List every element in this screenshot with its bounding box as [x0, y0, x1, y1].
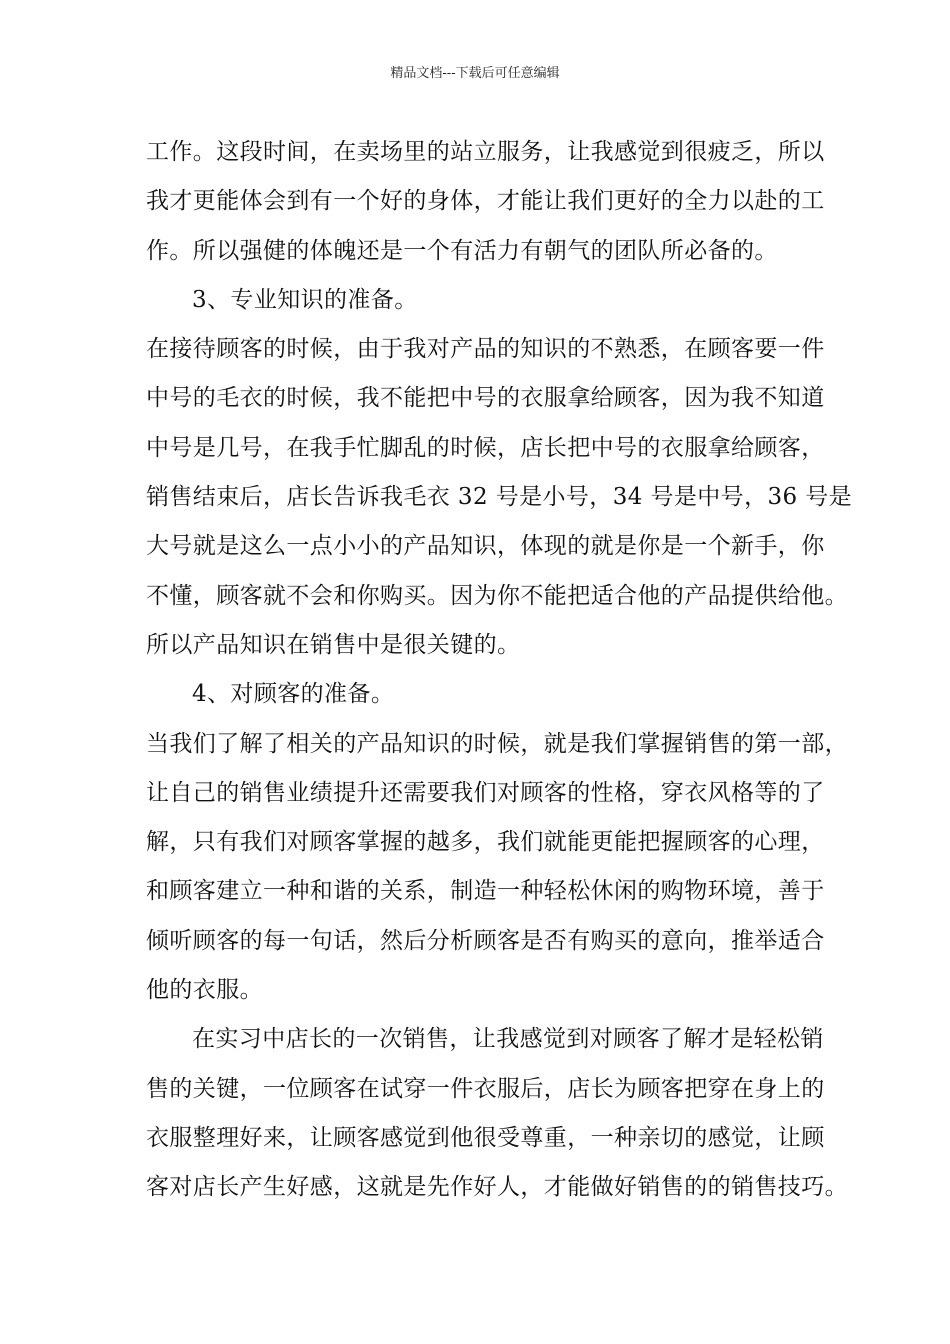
text-line: 工作。这段时间，在卖场里的站立服务，让我感觉到很疲乏，所以 — [146, 139, 825, 165]
text-line: 作。所以强健的体魄还是一个有活力有朝气的团队所必备的。 — [146, 237, 778, 264]
text-line: 中号是几号，在我手忙脚乱的时候，店长把中号的衣服拿给顾客， — [146, 434, 825, 461]
text-line: 不懂，顾客就不会和你购买。因为你不能把适合他的产品提供给他。 — [146, 582, 848, 609]
text-line: 我才更能体会到有一个好的身体，才能让我们更好的全力以赴的工 — [146, 188, 825, 215]
page-header: 精品文档---下载后可任意编辑 — [390, 66, 560, 81]
text-line: 4、对顾客的准备。 — [192, 681, 395, 708]
body-text — [146, 132, 853, 1217]
text-line: 和顾客建立一种和谐的关系，制造一种轻松休闲的购物环境，善于 — [146, 878, 825, 905]
text-line: 大号就是这么一点小小的产品知识，体现的就是你是一个新手，你 — [146, 533, 825, 560]
text-line: 当我们了解了相关的产品知识的时候，就是我们掌握销售的第一部， — [146, 730, 848, 757]
text-line: 所以产品知识在销售中是很关键的。 — [146, 631, 521, 658]
text-line: 衣服整理好来，让顾客感觉到他很受尊重，一种亲切的感觉，让顾 — [146, 1124, 825, 1151]
text-line: 解，只有我们对顾客掌握的越多，我们就能更能把握顾客的心理， — [146, 829, 825, 856]
text-line: 倾听顾客的每一句话，然后分析顾客是否有购买的意向，推举适合 — [146, 927, 825, 954]
text-line: 他的衣服。 — [146, 977, 263, 1004]
text-line: 客对店长产生好感，这就是先作好人，才能做好销售的的销售技巧。 — [146, 1174, 848, 1201]
text-line: 3、专业知识的准备。 — [192, 286, 418, 313]
text-line: 让自己的销售业绩提升还需要我们对顾客的性格，穿衣风格等的了 — [146, 779, 825, 806]
text-line: 在接待顾客的时候，由于我对产品的知识的不熟悉，在顾客要一件 — [146, 336, 825, 363]
text-line: 在实习中店长的一次销售，让我感觉到对顾客了解才是轻松销 — [192, 1026, 824, 1053]
text-line: 销售结束后，店长告诉我毛衣 32 号是小号，34 号是中号，36 号是 — [146, 484, 853, 511]
text-line: 中号的毛衣的时候，我不能把中号的衣服拿给顾客，因为我不知道 — [146, 385, 825, 412]
text-line: 售的关键，一位顾客在试穿一件衣服后，店长为顾客把穿在身上的 — [146, 1075, 825, 1102]
